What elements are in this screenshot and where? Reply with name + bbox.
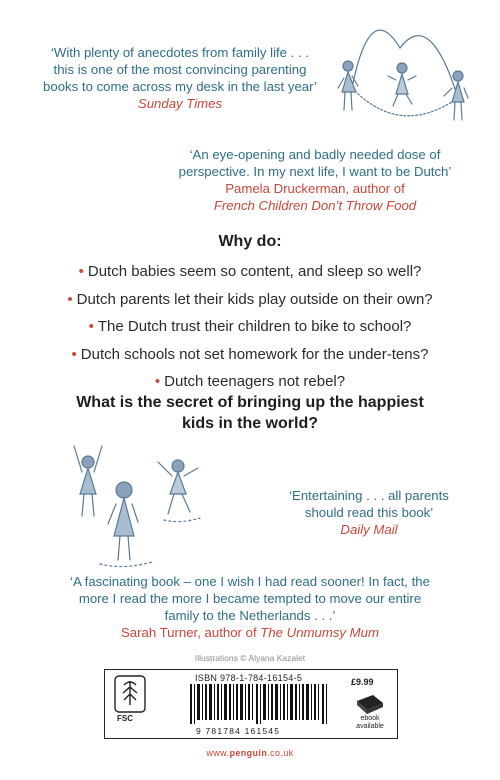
secret-line: kids in the world? [181,415,318,432]
quote-line: more I read the more I became tempted to move our entire [78,591,422,606]
bullet-text: Dutch schools not set homework for the under-tens? [80,345,429,363]
secret-question [0,392,500,434]
bullet-icon: • [88,318,94,335]
ebook-device-icon [355,693,385,715]
barcode-number: 9 781784 161545 [196,726,281,736]
list-item [0,341,500,369]
why-bullet-list [0,258,500,396]
quote-daily-mail [244,487,494,538]
price-label: £9.99 [351,677,374,687]
fsc-logo-icon [114,675,146,713]
quote-author: Pamela Druckerman, author of [225,181,405,196]
quote-book: French Children Don’t Throw Food [213,198,417,213]
quote-attribution [18,624,482,641]
publisher-url[interactable] [0,748,500,758]
quote-line: ‘With plenty of anecdotes from family life . . . [51,45,309,60]
bullet-icon: • [154,373,161,390]
url-brand: penguin [229,748,268,758]
secret-line: What is the secret of bringing up the happiest [76,394,424,411]
playing-children-illustration [60,432,230,572]
isbn-text: ISBN 978-1-784-16154-5 [195,673,303,683]
bullet-text: Dutch teenagers not rebel? [164,373,346,390]
list-item [0,286,500,314]
quote-book: The Unmumsy Mum [260,625,379,640]
quote-sarah-turner [18,573,482,641]
bullet-text: Dutch babies seem so content, and sleep so well? [87,263,422,280]
quote-source: Daily Mail [340,522,398,537]
barcode-icon [190,684,330,724]
quote-sunday-times [0,44,360,112]
bullet-icon: • [71,345,77,363]
bullet-icon: • [78,263,84,280]
quote-line: books to come across my desk in the last year’ [43,79,317,94]
quote-line: ‘A fascinating book – one I wish I had read sooner! In fact, the [70,574,430,589]
quote-line: family to the Netherlands . . .’ [164,608,336,623]
list-item [0,313,500,341]
quote-author: Sarah Turner, author of [120,625,261,640]
quote-line: ‘An eye-opening and badly needed dose of [189,147,441,162]
list-item [0,258,500,286]
why-title: Why do: [218,233,282,250]
quote-line: should read this book’ [304,505,434,520]
url-prefix: www. [206,748,230,758]
bullet-icon: • [67,290,73,308]
quote-source: Sunday Times [137,96,223,111]
bullet-text: Dutch parents let their kids play outside on their own? [76,290,433,308]
quote-pamela-druckerman [165,146,465,214]
quote-line: perspective. In my next life, I want to be Dutch’ [178,164,452,179]
url-suffix: .co.uk [267,748,294,758]
illustration-credit: Illustrations © Alyana Kazalet [194,653,306,663]
bullet-text: The Dutch trust their children to bike to school? [97,318,412,335]
fsc-label: FSC [117,714,133,723]
quote-line: ‘Entertaining . . . all parents [289,488,449,503]
quote-line: this is one of the most convincing parenting [53,62,307,77]
ebook-available-label: ebook available [356,715,384,730]
